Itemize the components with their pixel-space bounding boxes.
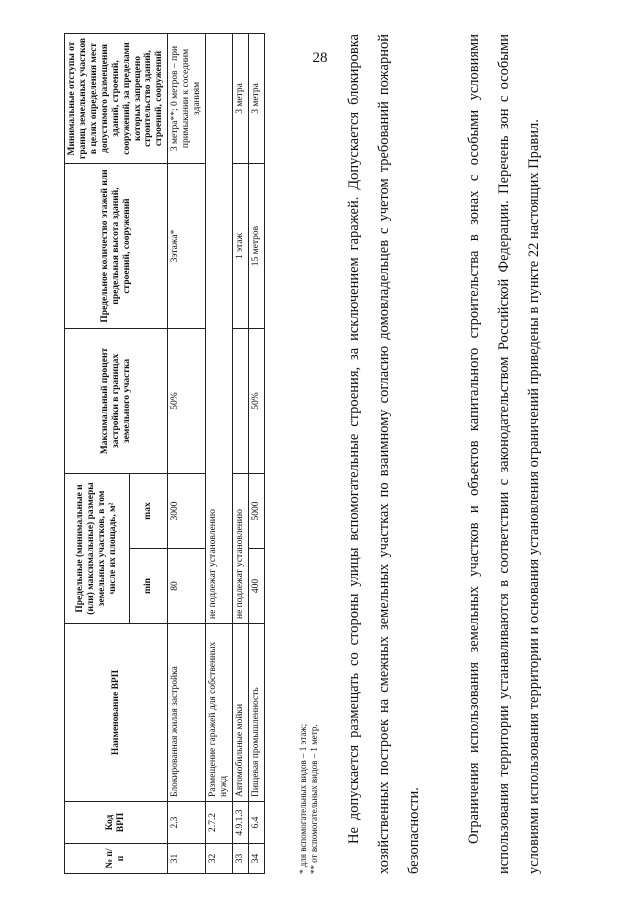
row-setback: 3 метра**; 0 метров – при примыкании к соседним зданиям: [168, 34, 206, 164]
header-floors: Предельное количество этажей или предельная высота зданий, строений, сооружений: [65, 164, 168, 329]
row-floors: 1 этаж: [232, 164, 248, 329]
row-max: 5000: [248, 474, 264, 549]
table-row: [248, 34, 264, 874]
header-max: max: [130, 474, 168, 549]
row-floors: 3этажа*: [168, 164, 206, 329]
header-setback: Минимальные отступы от границ земельных участков в целях определения мест допустимого размещения зданий, строений, сооружений, за пределами которых запрещено строительство зданий, строений, сооружений: [65, 34, 168, 164]
table-row: [232, 34, 248, 874]
rotated-page-content: [12, 20, 612, 888]
table-header-row: [65, 34, 130, 874]
header-name: Наименование ВРП: [65, 624, 168, 802]
row-code: 6.4: [248, 802, 264, 844]
row-num: 33: [232, 844, 248, 874]
table-footnotes: [298, 724, 321, 874]
row-num: 34: [248, 844, 264, 874]
row-code: 2.7.2: [206, 802, 233, 844]
row-setback: 3 метра: [248, 34, 264, 164]
row-merged-value: не подлежат установлению: [232, 474, 248, 624]
row-percent: 50%: [168, 329, 206, 474]
row-name: Пищевая промышленность: [248, 624, 264, 802]
row-min: 400: [248, 549, 264, 624]
table-row: [206, 34, 233, 874]
footnote: * для вспомогательных видов – 1 этаж;: [298, 723, 308, 874]
row-percent: 50%: [248, 329, 264, 474]
row-num: 32: [206, 844, 233, 874]
footnote: ** от вспомогательных видов – 1 метр.: [309, 724, 320, 874]
header-code: Код ВРП: [65, 802, 168, 844]
body-paragraph: Ограничения использования земельных участков и объектов капитального строительства в зонах с особыми условиями использования территории устанавливаются в соответствии с законодательством Российской Федерации. Перечень зон с особыми условиями использования территории и основания установления ограничений приведены в пункте 22 настоящих Правил.: [465, 34, 542, 874]
page-number: 28: [312, 50, 328, 66]
row-num: 31: [168, 844, 206, 874]
row-percent: [232, 329, 248, 474]
row-min: 80: [168, 549, 206, 624]
row-merged-value: не подлежат установлению: [206, 34, 233, 624]
body-paragraph: Не допускается размещать со стороны улицы вспомогательные строения, за исключением гаражей. Допускается блокировка хозяйственных построек на смежных земельных участках по взаимному согласию домовладельцев с учетом требований пожарной безопасности.: [345, 34, 422, 874]
row-name: Размещение гаражей для собственных нужд: [206, 624, 233, 802]
row-name: Автомобильные мойки: [232, 624, 248, 802]
regulations-table: [64, 33, 265, 874]
table-row: [168, 34, 206, 874]
row-floors: 15 метров: [248, 164, 264, 329]
row-code: 2.3: [168, 802, 206, 844]
row-code: 4.9.1.3: [232, 802, 248, 844]
header-area: Предельные (минимальные и (или) максимальные) размеры земельных участков, в том числе их площадь, м²: [65, 474, 130, 624]
row-setback: 3 метра: [232, 34, 248, 164]
header-min: min: [130, 549, 168, 624]
row-name: Блокированная жилая застройка: [168, 624, 206, 802]
header-percent: Максимальный процент застройки в границах земельного участка: [65, 329, 168, 474]
header-num: № п/п: [65, 844, 168, 874]
row-max: 3000: [168, 474, 206, 549]
